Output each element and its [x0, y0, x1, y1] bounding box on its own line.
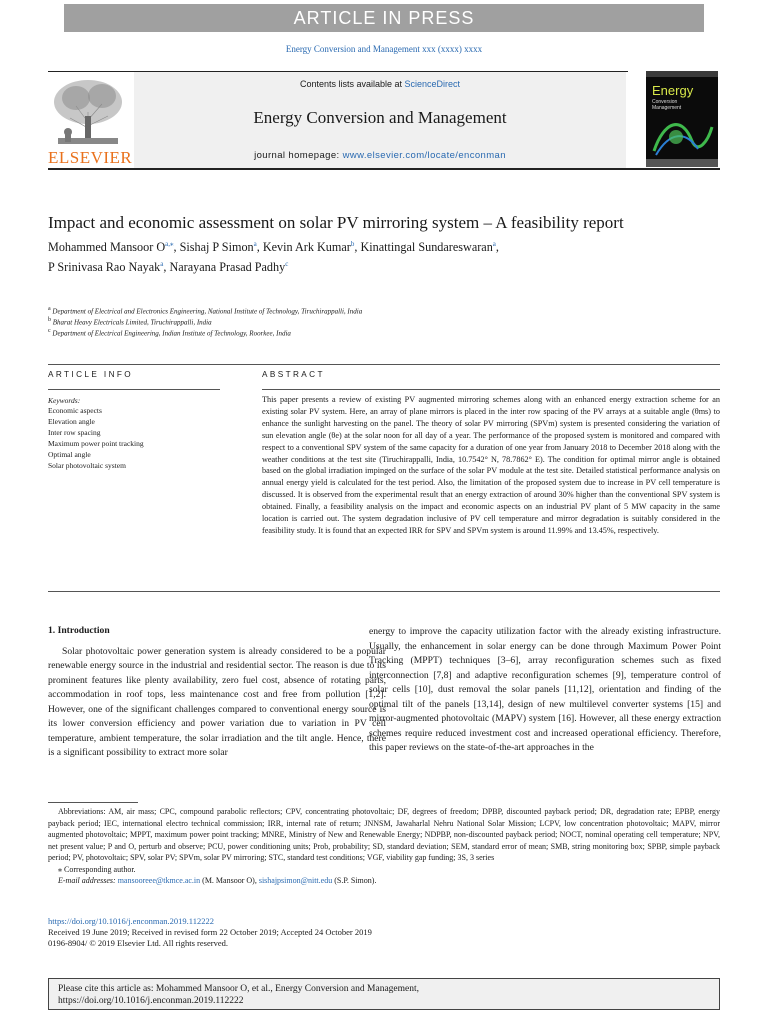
journal-title: Energy Conversion and Management [253, 108, 507, 127]
section-rule [48, 364, 720, 365]
keyword: Elevation angle [48, 417, 95, 426]
journal-homepage-link[interactable]: www.elsevier.com/locate/enconman [342, 150, 506, 161]
author-aff[interactable]: a [253, 240, 257, 248]
affiliation-key: a [48, 306, 51, 312]
keyword: Maximum power point tracking [48, 439, 144, 448]
abstract-heading: ABSTRACT [262, 370, 325, 379]
abstract-rule [262, 389, 720, 390]
author-name[interactable]: Kevin Ark Kumar [262, 240, 351, 255]
author-name[interactable]: P Srinivasa Rao Nayak [48, 260, 161, 275]
cover-title: Energy [652, 83, 694, 98]
email-footnote [48, 875, 720, 887]
keyword: Solar photovoltaic system [48, 461, 126, 470]
sciencedirect-link[interactable]: ScienceDirect [404, 79, 461, 89]
affiliation-text: Department of Electrical and Electronics Engineering, National Institute of Technology, Tiruchirappalli, India [52, 307, 363, 316]
cite-line-1: Please cite this article as: Mohammed Mansoor O, et al., Energy Conversion and Management, [58, 984, 419, 994]
affiliation-key: c [48, 328, 51, 334]
author-aff[interactable]: a,⁎ [165, 240, 174, 248]
received-dates: Received 19 June 2019; Received in revised form 22 October 2019; Accepted 24 October 2019 [48, 927, 372, 937]
email-link[interactable]: mansooreee@tkmce.ac.in [117, 876, 201, 885]
abstract-text: This paper presents a review of existing PV augmented mirroring schemes along with an enhanced energy extraction scheme for an existing solar PV system. Here, an array of plane mirrors is placed in the inter row spacing of the PV arrays at a suitable angle (θms) to enhance the sunlight harvesting on the panel. The theory of solar PV mirroring (SPVm) system is presented considering the variation of sun elevation angle (θe) at the solar noon for all day of a year. The performance of the proposed system is monitored and compared with respect to a conventional SPV system of the same capacity for a duration of one year from January 2018 to December 2018 along with the weather conditions at the test site (Tiruchirappalli, India, 10.7542° N, 78.7862° E). The condition for optimal mirror angle is obtained based on the global irradiation impinged on the surface of the solar PV module at the test site. Detailed statistical performance analysis on annual energy yield is calculated for the test period. Also, the limitation of the proposed system due to increase in PV cell temperature is discussed. It is observed from the experimental result that an energy extraction of around 30% higher than the conventional SPV system is obtained. Finally, a feasibility analysis on the impact and economic aspects on an industrial PV plant of 5 MW capacity in the same location is carried out. The system degradation inclusive of PV cell temperature and mirror degradation is suitably considered in the feasibility study. It is found that an expected IRR for SPV and SPVm system is around 11.99% and 13.45%, respectively. [262, 395, 720, 535]
homepage-prefix: journal homepage: [254, 150, 343, 161]
affiliation [48, 306, 362, 315]
doi-link[interactable]: https://doi.org/10.1016/j.enconman.2019.112222 [48, 916, 214, 926]
email-owner: (M. Mansoor O), [200, 876, 259, 885]
article-info-rule [48, 389, 220, 390]
author-name[interactable]: Mohammed Mansoor O [48, 240, 166, 255]
cover-subtitle [652, 99, 681, 111]
section-heading-introduction: 1. Introduction [48, 625, 110, 636]
header-bottom-rule [48, 168, 720, 170]
body-paragraph: Solar photovoltaic power generation system is already considered to be a popular renewable energy source in the industrial and residential sector. The reason is due to its prominent features like plenty availability, zero fuel cost, absence of rotating parts, accommodation in roof tops, less maintenance cost and free from pollution [1,2]. However, one of the significant challenges compared to conventional energy source is its lower conversion efficiency and power variation due to variation in PV cell temperature, ambient temperature, the solar irradiation and the tilt angle. Hence, there is a significant possibility to extract more solar [48, 645, 386, 759]
body-column-right [369, 625, 721, 756]
author-aff[interactable]: c [285, 260, 289, 269]
elsevier-wordmark: ELSEVIER [48, 148, 133, 167]
affiliation-text: Department of Electrical Engineering, Indian Institute of Technology, Roorkee, India [52, 329, 291, 338]
cover-sub-1: Conversion [652, 99, 678, 105]
author-aff[interactable]: b [350, 240, 355, 248]
copyright-line: 0196-8904/ © 2019 Elsevier Ltd. All rights reserved. [48, 938, 228, 948]
footnotes [48, 806, 720, 887]
article-info-heading: ARTICLE INFO [48, 370, 134, 379]
body-column-left [48, 624, 386, 761]
cite-line-2[interactable]: https://doi.org/10.1016/j.enconman.2019.112222 [58, 996, 244, 1006]
email-owner: (S.P. Simon). [332, 876, 377, 885]
keyword: Economic aspects [48, 406, 102, 415]
author-name[interactable]: Narayana Prasad Padhy [169, 260, 286, 275]
affiliation [48, 317, 212, 326]
author-aff[interactable]: a [160, 260, 164, 269]
journal-homepage-line [134, 150, 626, 161]
keyword: Inter row spacing [48, 428, 101, 437]
cover-sub-2: Management [652, 105, 682, 111]
author-aff[interactable]: a [492, 240, 496, 248]
article-in-press-banner: ARTICLE IN PRESS [64, 4, 704, 32]
author-name[interactable]: Kinattingal Sundareswaran [360, 240, 493, 255]
article-title: Impact and economic assessment on solar PV mirroring system – A feasibility report [48, 213, 624, 232]
email-label: E-mail addresses: [58, 876, 118, 885]
corresponding-author-note: ⁎ Corresponding author. [58, 864, 136, 874]
affiliation-key: b [48, 317, 51, 323]
abstract-bottom-rule [48, 591, 720, 592]
journal-header [134, 72, 626, 168]
keyword: Optimal angle [48, 450, 91, 459]
journal-cover-thumbnail[interactable] [646, 71, 718, 167]
author-name[interactable]: Sishaj P Simon [179, 240, 254, 255]
contents-prefix: Contents lists available at [299, 79, 405, 89]
journal-citation-link[interactable]: Energy Conversion and Management xxx (xxxx) xxxx [285, 44, 483, 54]
doi-block [48, 916, 372, 949]
email-link[interactable]: sishajpsimon@nitt.edu [258, 876, 333, 885]
abbreviations-footnote: Abbreviations: AM, air mass; CPC, compound parabolic reflectors; CPV, concentrating photovoltaic; DF, degrees of freedom; DPBP, discounted payback period; DR, degradation rate; EPBP, energy payback period; IEC, international electro technical commission; IRR, internal rate of return; JNNSM, Jawaharlal Nehru National Solar Mission; LCPV, low concentration photovoltaic; MAPV, mirror augmented photovoltaic; MPPT, maximum power point tracking; MNRE, Ministry of New and Renewable Energy; NDPBP, non-discounted payback period; NOCT, nominal operating cell temperature; NPV, net present value; P and O, perturb and observe; PCU, power conditioning units; Prob, probability; SD, standard deviation; SEM, standard error of mean; SMB, string monitoring box; SPBP, simple payback period; PV, photovoltaic; SPV, solar PV; SPVm, solar PV mirroring; STC, standard test conditions; VGF, viability gap funding; 3S, 3 series [48, 807, 720, 862]
affiliation [48, 328, 291, 337]
cite-this-article-box [48, 978, 720, 1010]
contents-lists-line [134, 79, 626, 89]
body-paragraph: energy to improve the capacity utilization factor with the already existing infrastructure. Usually, the enhancement in solar energy can be done through Maximum Power Point Tracking (MPPT) techniques [3–6], array reconfiguration schemes such as fixed interconnection [7,8] and adaptive reconfiguration schemes [9], temperature control of solar cells [10], dust removal the solar panels [11,12], orientation and finding of the optimal tilt of the panels [13,14], design of new multilevel converter systems [15] and mirror-augmented photovoltaic (MAPV) system [16]. However, all these energy extraction schemes require reduced investment cost and increased operational efficiency. Therefore, this paper reviews on the state-of-the-art approaches in the [369, 626, 721, 754]
affiliation-text: Bharat Heavy Electricals Limited, Tiruchirappalli, India [52, 318, 212, 327]
footnote-rule [48, 802, 138, 803]
keywords-label: Keywords: [48, 396, 81, 405]
author-list: Mohammed Mansoor $O^{a,⁎}$, Sishaj P Simon$^a$, Kevin Ark Kumar$^b$, Kinattingal Sundareswaran$^a$, P Srinivasa Rao Nayak$^a$, Narayana Prasad Padhy$^c$ [48, 240, 499, 275]
